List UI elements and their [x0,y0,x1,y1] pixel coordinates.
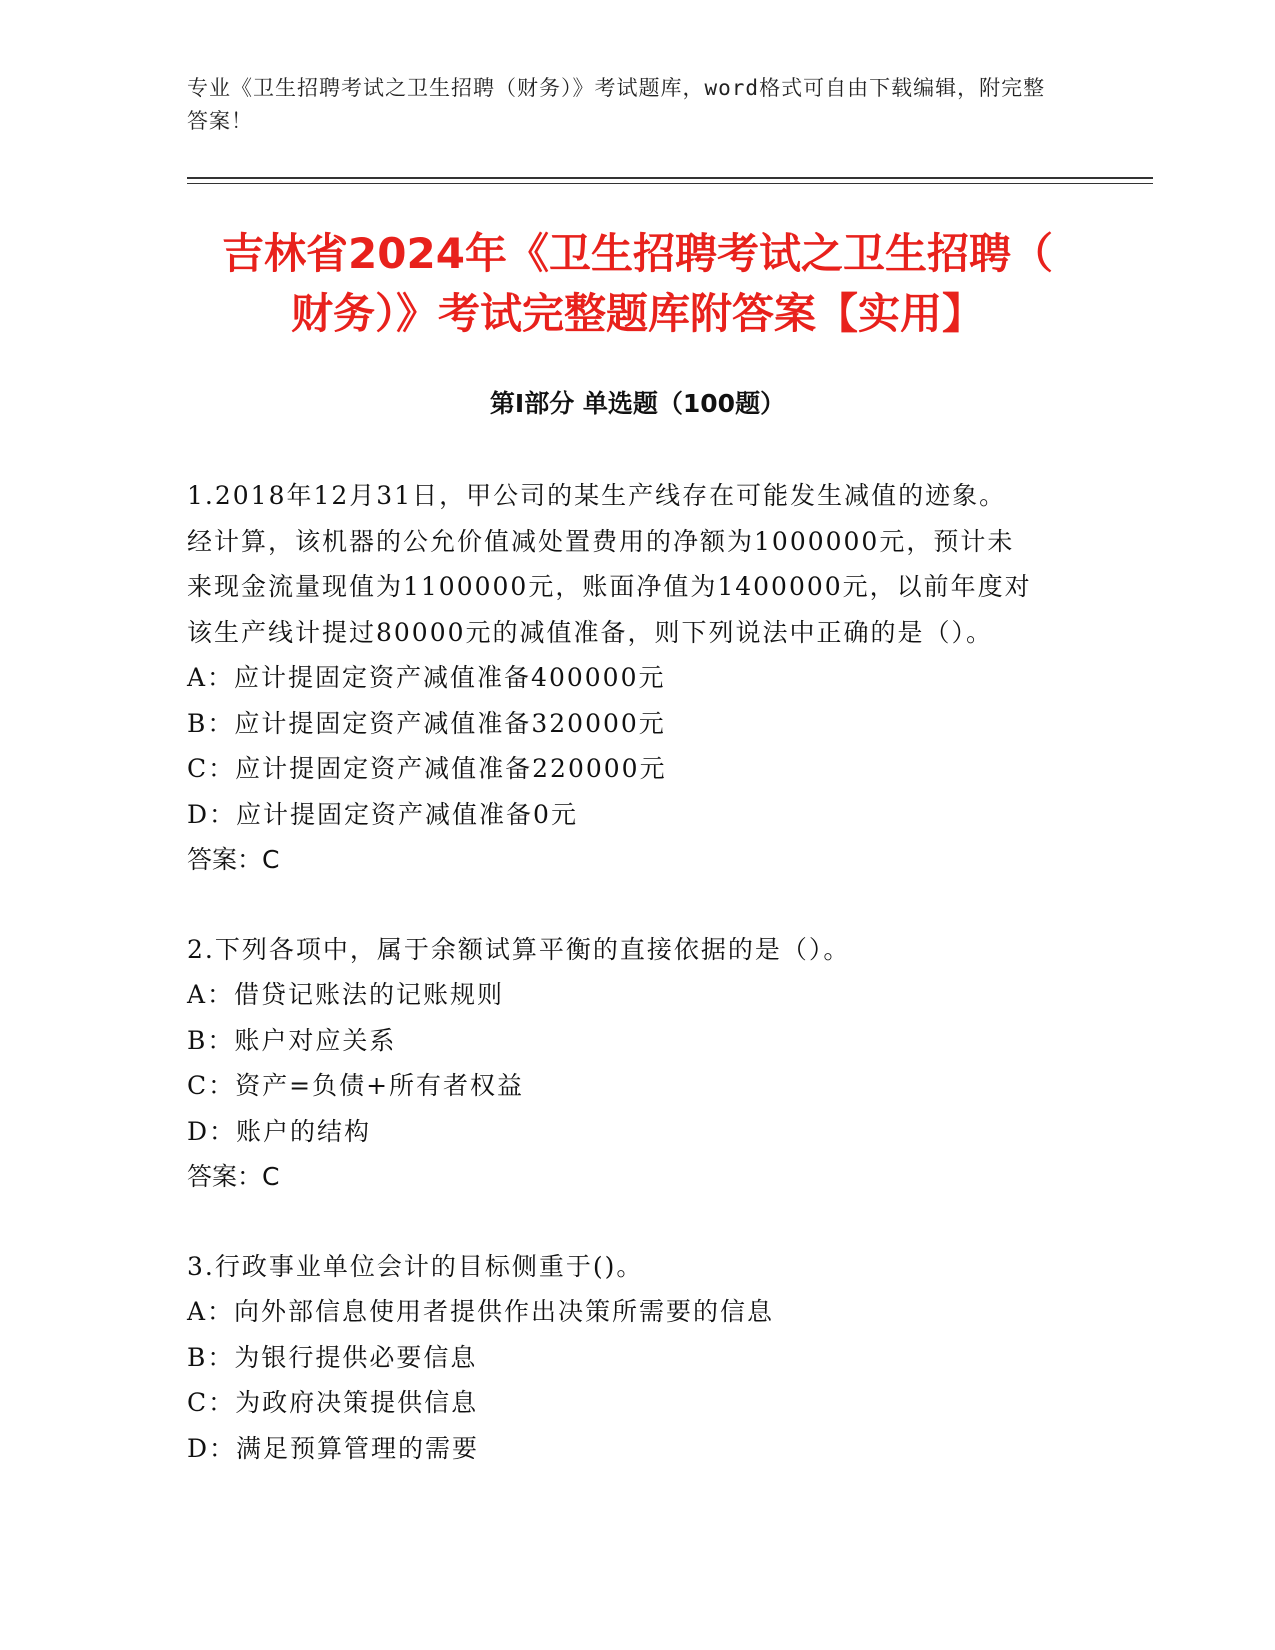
header-divider-thin [187,183,1153,184]
question-1 [187,473,1067,883]
section-heading: 第I部分 单选题（100题） [489,389,786,418]
document-title-line-2: 财务）》考试完整题库附答案【实用】 [290,289,984,338]
question-1-option-d: D：应计提固定资产减值准备0元 [187,799,578,829]
question-1-stem-line: 来现金流量现值为1100000元，账面净值为1400000元，以前年度对 [187,572,1032,601]
question-3-option-d: D：满足预算管理的需要 [187,1433,480,1463]
question-1-option-c: C：应计提固定资产减值准备220000元 [187,754,667,783]
question-2-stem-line: 2.下列各项中，属于余额试算平衡的直接依据的是（）。 [187,934,851,964]
question-3-option-a: A：向外部信息使用者提供作出决策所需要的信息 [187,1297,775,1326]
document-title [170,224,1105,344]
question-1-option-b: B：应计提固定资产减值准备320000元 [187,708,666,738]
question-1-option-a: A：应计提固定资产减值准备400000元 [187,663,666,692]
question-1-stem-line: 该生产线计提过80000元的减值准备，则下列说法中正确的是（）。 [187,617,994,647]
document-title-line-1: 吉林省2024年《卫生招聘考试之卫生招聘（ [222,229,1053,278]
question-2-option-c: C：资产=负债+所有者权益 [187,1071,525,1100]
question-1-stem-line: 1.2018年12月31日，甲公司的某生产线存在可能发生减值的迹象。 [187,481,1007,510]
question-3-stem-line: 3.行政事业单位会计的目标侧重于()。 [187,1251,644,1281]
question-3-option-c: C：为政府决策提供信息 [187,1388,479,1417]
question-1-answer: 答案：C [187,845,280,874]
question-3-option-b: B：为银行提供必要信息 [187,1342,478,1372]
question-2-answer: 答案：C [187,1162,280,1191]
question-2-option-b: B：账户对应关系 [187,1025,397,1055]
header-divider-thick [187,177,1153,179]
header-note: 专业《卫生招聘考试之卫生招聘（财务）》考试题库，word格式可自由下载编辑，附完整答案！ [187,76,1046,133]
question-2-option-d: D：账户的结构 [187,1116,372,1146]
question-list [187,473,1067,1515]
question-2-option-a: A：借贷记账法的记账规则 [187,980,505,1009]
question-3 [187,1244,1067,1472]
question-2 [187,927,1067,1200]
question-1-stem-line: 经计算，该机器的公允价值减处置费用的净额为1000000元，预计未 [187,526,1015,556]
